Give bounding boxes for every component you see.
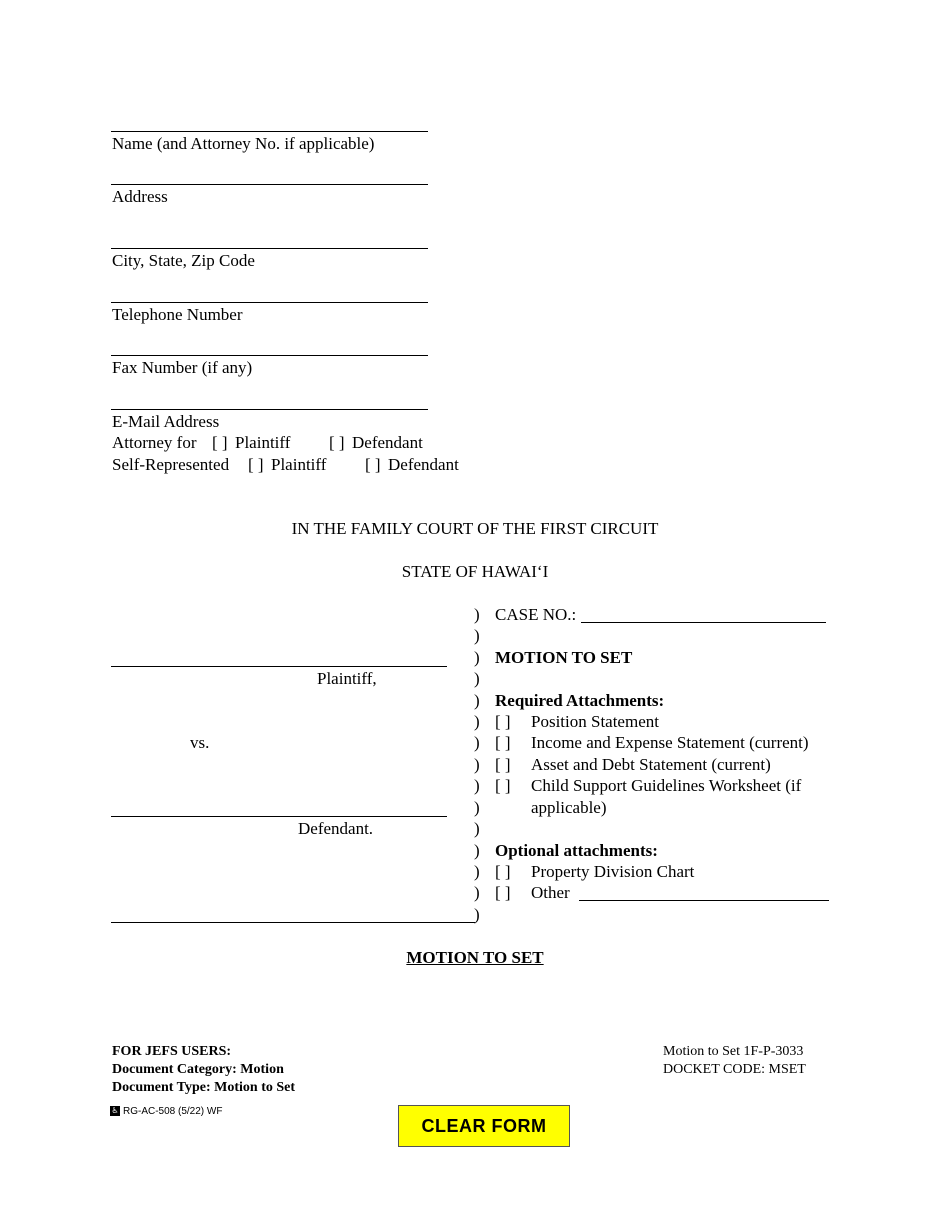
required-heading: Required Attachments: xyxy=(495,691,665,710)
case-no-field[interactable] xyxy=(581,622,826,623)
caption-bottom-line xyxy=(111,922,475,923)
required-checkbox-child-support[interactable]: [ ] xyxy=(495,776,511,795)
optional-item-property: Property Division Chart xyxy=(531,862,695,881)
caption-paren: ) xyxy=(474,755,480,774)
defendant-label: Defendant. xyxy=(298,819,374,838)
docket-code: DOCKET CODE: MSET xyxy=(663,1062,806,1077)
line-address[interactable] xyxy=(111,184,428,185)
required-item-position: Position Statement xyxy=(531,712,659,731)
required-checkbox-asset[interactable]: [ ] xyxy=(495,755,511,774)
optional-heading: Optional attachments: xyxy=(495,841,658,860)
caption-paren: ) xyxy=(474,669,480,688)
name-label: Name (and Attorney No. if applicable) xyxy=(112,134,375,153)
caption-paren: ) xyxy=(474,819,480,838)
caption-paren: ) xyxy=(474,841,480,860)
required-item-income: Income and Expense Statement (current) xyxy=(531,733,809,752)
self-plaintiff-label: Plaintiff xyxy=(271,455,327,474)
optional-checkbox-other[interactable]: [ ] xyxy=(495,883,511,902)
fax-label: Fax Number (if any) xyxy=(112,358,253,377)
caption-paren: ) xyxy=(474,883,480,902)
address-label: Address xyxy=(112,187,168,206)
caption-paren: ) xyxy=(474,626,480,645)
email-label: E-Mail Address xyxy=(112,412,220,431)
case-no-label: CASE NO.: xyxy=(495,605,577,624)
plaintiff-line[interactable] xyxy=(111,666,447,667)
self-represented-label: Self-Represented xyxy=(112,455,230,474)
accessibility-icon: ♿ xyxy=(111,1106,119,1116)
document-title: MOTION TO SET xyxy=(406,948,544,967)
attorney-defendant-checkbox[interactable]: [ ] xyxy=(329,433,345,452)
line-email[interactable] xyxy=(111,409,428,410)
line-name[interactable] xyxy=(111,131,428,132)
doc-type: Document Type: Motion to Set xyxy=(112,1080,296,1095)
required-checkbox-position[interactable]: [ ] xyxy=(495,712,511,731)
caption-paren: ) xyxy=(474,712,480,731)
self-defendant-checkbox[interactable]: [ ] xyxy=(365,455,381,474)
required-item-child-support-cont: applicable) xyxy=(531,798,607,817)
optional-checkbox-property[interactable]: [ ] xyxy=(495,862,511,881)
city-label: City, State, Zip Code xyxy=(112,251,255,270)
caption-paren: ) xyxy=(474,862,480,881)
self-plaintiff-checkbox[interactable]: [ ] xyxy=(248,455,264,474)
attorney-defendant-label: Defendant xyxy=(352,433,423,452)
clear-form-button[interactable]: CLEAR FORM xyxy=(398,1105,570,1147)
caption-paren: ) xyxy=(474,605,480,624)
doc-category: Document Category: Motion xyxy=(112,1062,284,1077)
caption-paren: ) xyxy=(474,776,480,795)
attorney-for-label: Attorney for xyxy=(112,433,197,452)
jefs-heading: FOR JEFS USERS: xyxy=(112,1044,232,1059)
required-checkbox-income[interactable]: [ ] xyxy=(495,733,511,752)
vs-label: vs. xyxy=(190,733,210,752)
caption-paren: ) xyxy=(474,798,480,817)
attorney-plaintiff-label: Plaintiff xyxy=(235,433,291,452)
line-telephone[interactable] xyxy=(111,302,428,303)
attorney-plaintiff-checkbox[interactable]: [ ] xyxy=(212,433,228,452)
required-item-asset: Asset and Debt Statement (current) xyxy=(531,755,771,774)
required-item-child-support: Child Support Guidelines Worksheet (if xyxy=(531,776,802,795)
self-defendant-label: Defendant xyxy=(388,455,459,474)
form-reference: Motion to Set 1F-P-3033 xyxy=(663,1044,804,1059)
defendant-line[interactable] xyxy=(111,816,447,817)
plaintiff-label: Plaintiff, xyxy=(317,669,377,688)
line-fax[interactable] xyxy=(111,355,428,356)
other-field[interactable] xyxy=(579,900,829,901)
caption-paren: ) xyxy=(474,691,480,710)
form-number: ♿ RG-AC-508 (5/22) WF xyxy=(111,1106,223,1117)
telephone-label: Telephone Number xyxy=(112,305,243,324)
court-state: STATE OF HAWAI‘I xyxy=(401,562,549,581)
caption-paren: ) xyxy=(474,905,480,924)
caption-paren: ) xyxy=(474,648,480,667)
optional-item-other: Other xyxy=(531,883,570,902)
court-name: IN THE FAMILY COURT OF THE FIRST CIRCUIT xyxy=(291,519,659,538)
caption-title: MOTION TO SET xyxy=(495,648,633,667)
caption-paren: ) xyxy=(474,733,480,752)
line-city[interactable] xyxy=(111,248,428,249)
